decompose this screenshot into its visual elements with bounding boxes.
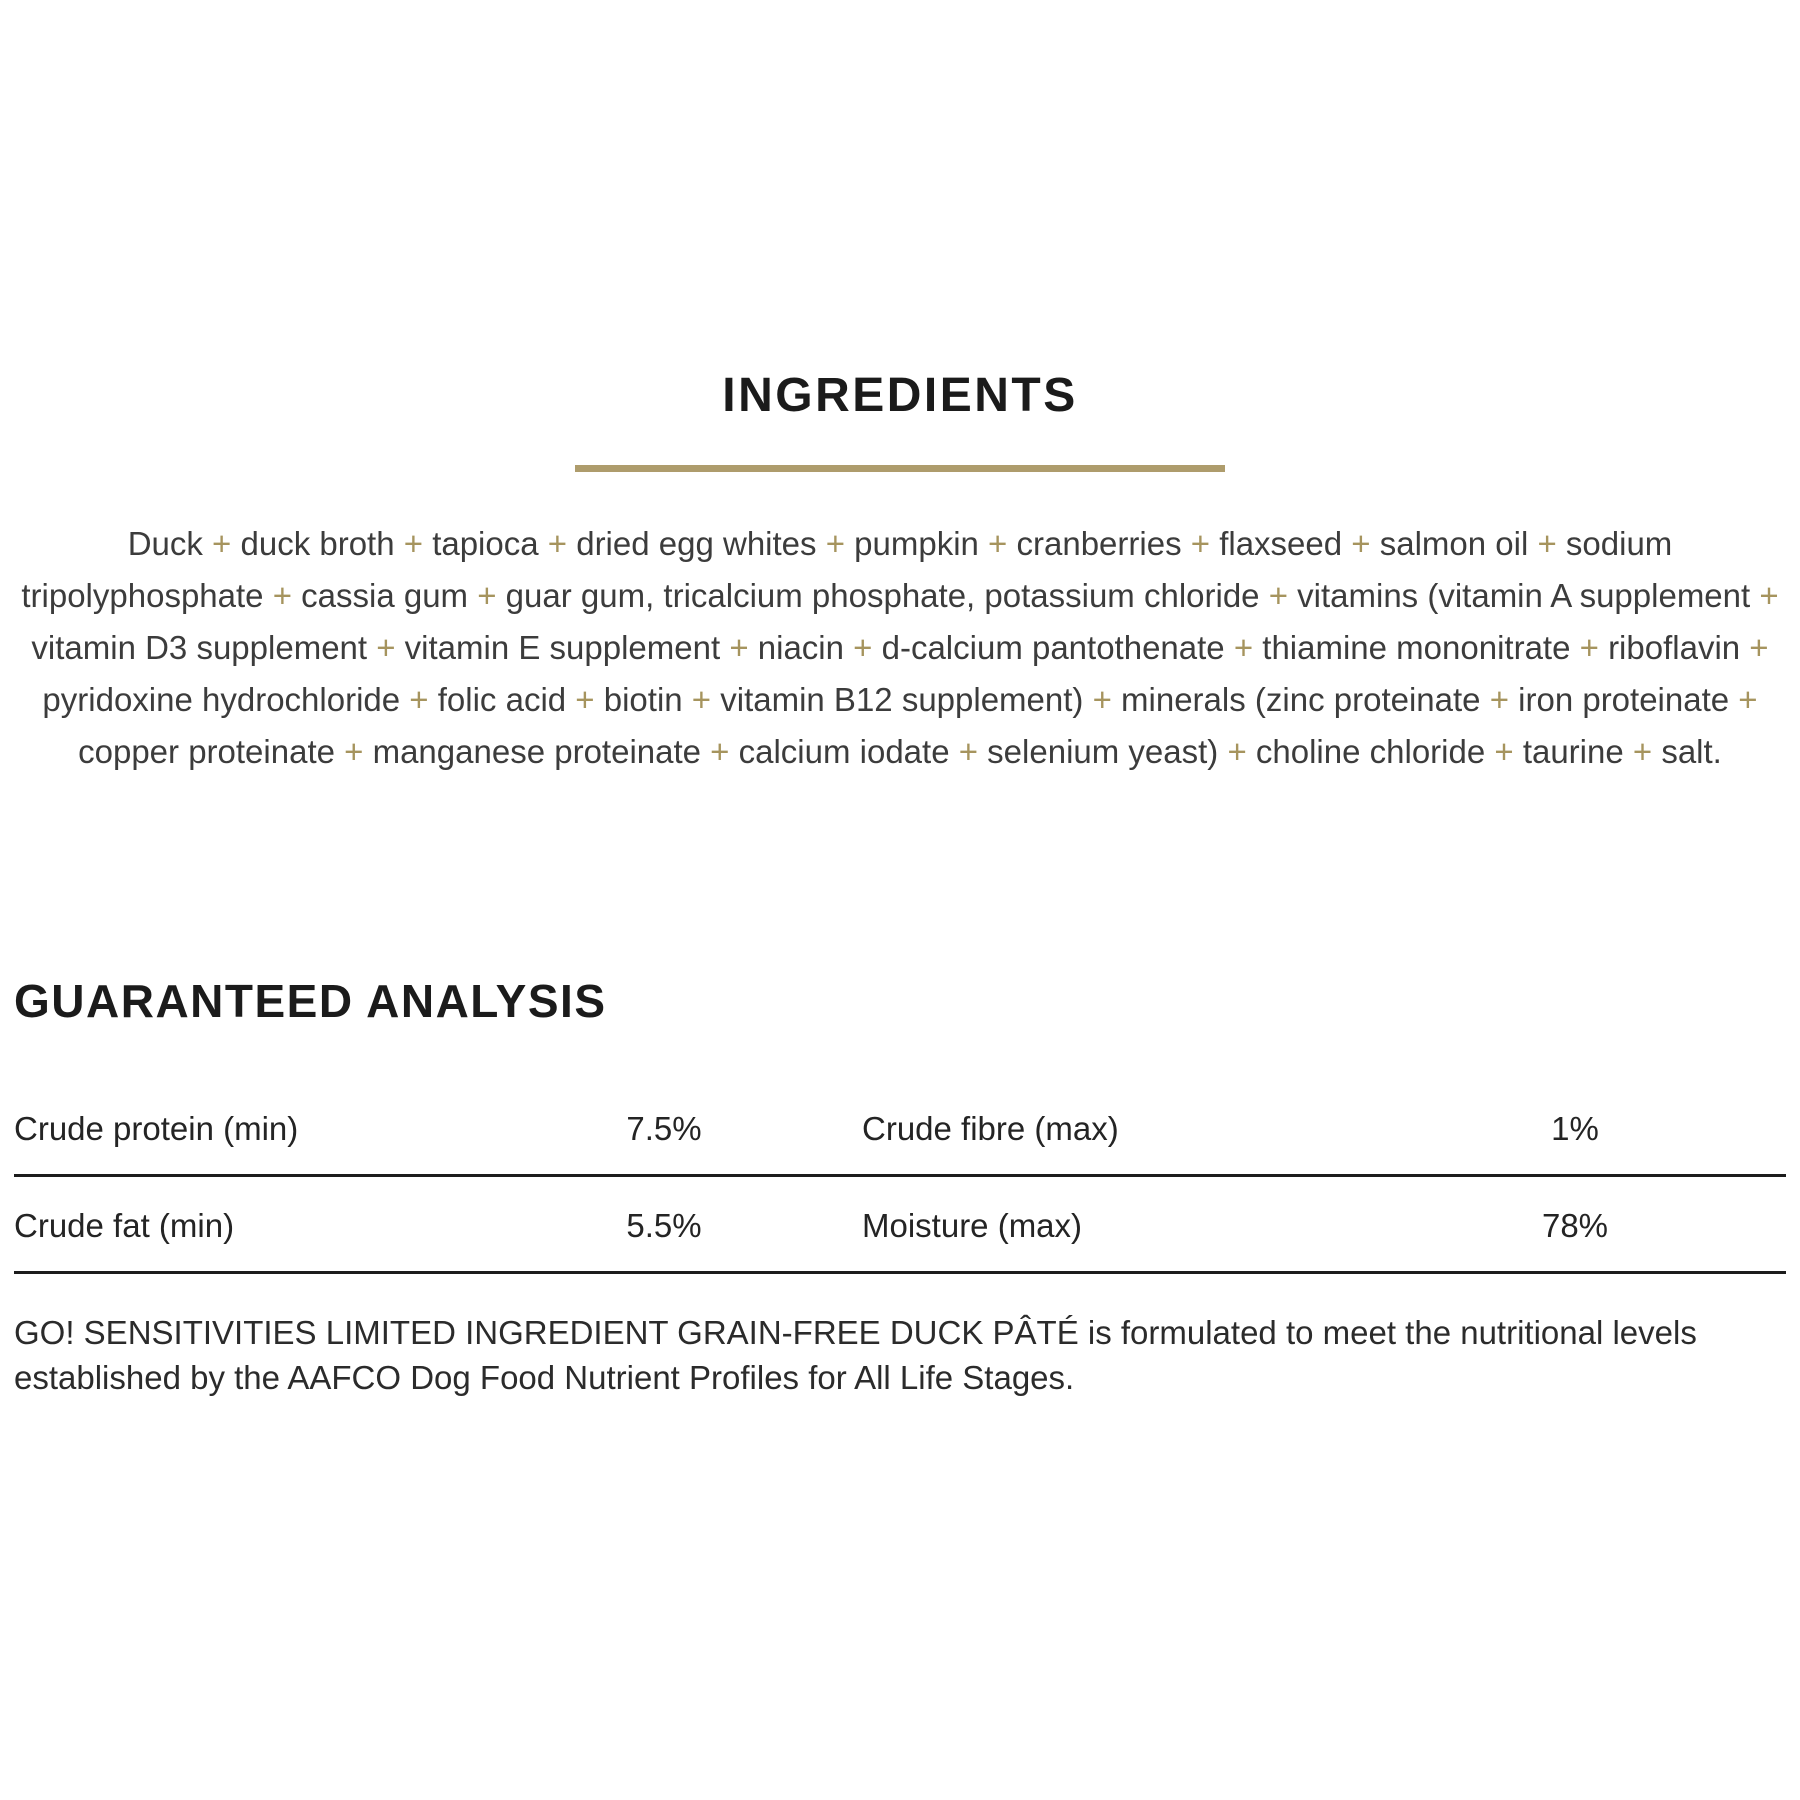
plus-separator: + — [682, 681, 721, 718]
plus-separator: + — [1181, 525, 1220, 562]
plus-separator: + — [400, 681, 438, 718]
ingredients-section — [14, 0, 1786, 778]
analysis-row — [14, 1177, 1786, 1274]
ingredients-paragraph: Duck + duck broth + tapioca + dried egg whites + pumpkin + cranberries + flaxseed + salmon oil + sodium tripolyphosphate + cassia gum + guar gum, tricalcium phosphate, potassium chloride + vitamins (vitamin A supplement + vitamin D3 supplement + vitamin E supplement + niacin + d-calcium pantothenate + thiamine mononitrate + riboflavin + pyridoxine hydrochloride + folic acid + biotin + vitamin B12 supplement) + minerals (zinc proteinate + iron proteinate + copper proteinate + manganese proteinate + calcium iodate + selenium yeast) + choline chloride + taurine + salt. — [21, 525, 1779, 770]
analysis-label-crude-protein: Crude protein (min) — [14, 1110, 299, 1147]
analysis-value-crude-fibre: 1% — [1551, 1110, 1599, 1147]
analysis-label-crude-fibre: Crude fibre (max) — [862, 1110, 1119, 1147]
plus-separator: + — [468, 577, 506, 614]
analysis-label-crude-fat: Crude fat (min) — [14, 1207, 235, 1244]
plus-separator: + — [1740, 629, 1769, 666]
plus-separator: + — [1480, 681, 1519, 718]
plus-separator: + — [1083, 681, 1122, 718]
analysis-label-moisture: Moisture (max) — [862, 1207, 1083, 1244]
plus-separator: + — [1259, 577, 1298, 614]
plus-separator: + — [1623, 733, 1662, 770]
plus-separator: + — [1570, 629, 1609, 666]
plus-separator: + — [1729, 681, 1758, 718]
plus-separator: + — [566, 681, 604, 718]
plus-separator: + — [720, 629, 758, 666]
plus-separator: + — [1342, 525, 1380, 562]
gold-divider — [575, 465, 1225, 472]
guaranteed-analysis-section — [14, 974, 1786, 1400]
guaranteed-analysis-heading: GUARANTEED ANALYSIS — [14, 975, 607, 1027]
ingredients-heading: INGREDIENTS — [722, 369, 1078, 422]
plus-separator: + — [334, 733, 373, 770]
plus-separator: + — [394, 525, 433, 562]
plus-separator: + — [701, 733, 739, 770]
plus-separator: + — [367, 629, 405, 666]
plus-separator: + — [1485, 733, 1523, 770]
analysis-row — [14, 1080, 1786, 1177]
plus-separator: + — [816, 525, 855, 562]
plus-separator: + — [263, 577, 302, 614]
plus-separator: + — [1750, 577, 1779, 614]
analysis-value-crude-protein: 7.5% — [626, 1110, 702, 1147]
plus-separator: + — [978, 525, 1017, 562]
plus-separator: + — [202, 525, 241, 562]
analysis-value-moisture: 78% — [1541, 1207, 1609, 1244]
plus-separator: + — [1528, 525, 1566, 562]
analysis-table — [14, 1080, 1786, 1274]
plus-separator: + — [1224, 629, 1263, 666]
aafco-statement: GO! SENSITIVITIES LIMITED INGREDIENT GRAIN-FREE DUCK PÂTÉ is formulated to meet the nutritional levels established by the AAFCO Dog Food Nutrient Profiles for All Life Stages. — [14, 1314, 1697, 1396]
plus-separator: + — [1218, 733, 1256, 770]
plus-separator: + — [949, 733, 988, 770]
analysis-value-crude-fat: 5.5% — [626, 1207, 702, 1244]
plus-separator: + — [844, 629, 882, 666]
plus-separator: + — [538, 525, 577, 562]
